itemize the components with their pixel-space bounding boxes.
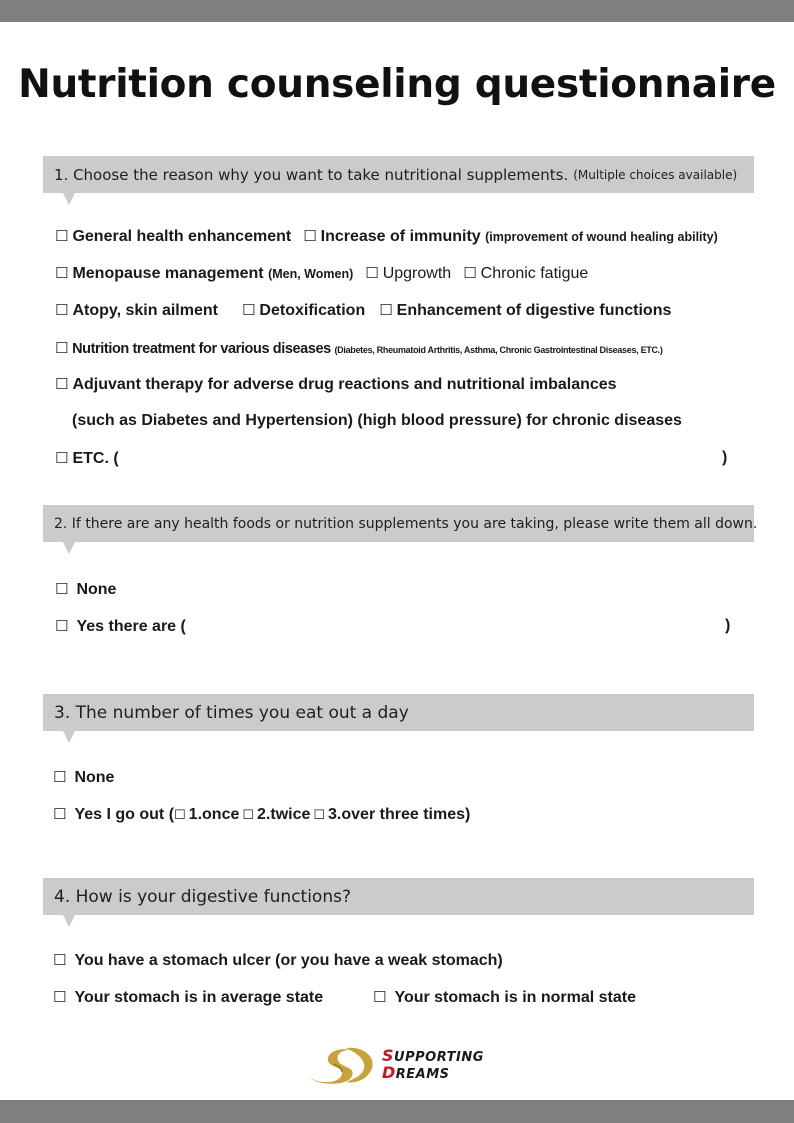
q3-option-yes: ☐ Yes I go out (☐ 1.once ☐ 2.twice ☐ 3.over three times) [53,805,471,823]
option-chronic-fatigue[interactable]: ☐ Chronic fatigue [463,264,589,282]
checkbox[interactable]: ☐ [55,580,69,598]
option-atopy[interactable]: ☐ Atopy, skin ailment [55,301,218,319]
logo-wordmark: SUPPORTING DREAMS [382,1046,484,1082]
option-upgrowth[interactable]: ☐ Upgrowth [365,264,452,282]
q1-row-1 [55,227,718,246]
checkbox-once[interactable]: ☐ [174,808,186,823]
supporting-dreams-logo [306,1043,496,1087]
question-1-text: 1. Choose the reason why you want to take nutritional supplements. [54,165,569,184]
q1-row-etc [55,449,119,468]
checkbox[interactable]: ☐ [55,617,69,635]
option-detox[interactable]: ☐ Detoxification [241,301,366,319]
checkbox[interactable]: ☐ [53,805,67,823]
yes-close-paren: ) [725,617,731,634]
checkbox[interactable]: ☐ [55,227,69,245]
checkbox[interactable]: ☐ [373,988,387,1006]
checkbox[interactable]: ☐ [53,768,67,786]
q1-row-3 [55,301,683,320]
bottom-bar [0,1100,794,1123]
question-4-text: 4. How is your digestive functions? [54,886,351,907]
checkbox[interactable]: ☐ [53,951,67,969]
q1-row-4 [55,339,663,357]
etc-close-paren: ) [722,449,728,466]
q4-option-normal[interactable]: ☐ Your stomach is in normal state [373,988,636,1006]
q4-option-average[interactable]: ☐ Your stomach is in average state [53,988,324,1006]
question-2-header [43,505,758,542]
question-3-pointer [63,731,75,743]
question-4-header [43,878,754,915]
checkbox[interactable]: ☐ [303,227,317,245]
question-1-header [43,156,754,193]
checkbox-twice[interactable]: ☐ [242,808,255,823]
option-etc[interactable]: ☐ ETC. ( [55,449,119,467]
question-3-header [43,694,754,731]
checkbox[interactable]: ☐ [365,264,379,282]
checkbox[interactable]: ☐ [241,301,256,319]
question-4-pointer [63,915,75,927]
option-immunity[interactable]: ☐ Increase of immunity (improvement of wound healing ability) [303,227,718,245]
question-2-pointer [63,542,75,554]
option-general-health[interactable]: ☐ General health enhancement [55,227,292,245]
checkbox[interactable]: ☐ [55,375,69,393]
checkbox[interactable]: ☐ [55,449,69,467]
q4-option-ulcer[interactable]: ☐ You have a stomach ulcer (or you have a weak stomach) [53,951,503,969]
checkbox[interactable]: ☐ [55,264,69,282]
logo-emblem-icon [306,1044,378,1086]
checkbox[interactable]: ☐ [463,264,477,282]
q1-row-5 [55,375,617,394]
q1-row-5-continued: (such as Diabetes and Hypertension) (high blood pressure) for chronic diseases [72,412,682,429]
question-1-note: (Multiple choices available) [573,167,738,182]
checkbox-three[interactable]: ☐ [313,808,326,823]
page-title: Nutrition counseling questionnaire [18,62,776,107]
checkbox[interactable]: ☐ [55,339,69,357]
question-2-text: 2. If there are any health foods or nutrition supplements you are taking, please write them all down. [54,515,758,532]
option-adjuvant[interactable]: ☐ Adjuvant therapy for adverse drug reactions and nutritional imbalances [55,375,617,393]
q2-option-none[interactable]: ☐ None [55,580,117,598]
question-3-text: 3. The number of times you eat out a day [54,702,409,723]
option-digestive[interactable]: ☐ Enhancement of digestive functions [379,301,672,319]
checkbox[interactable]: ☐ [379,301,393,319]
q1-row-2 [55,264,600,283]
checkbox[interactable]: ☐ [55,301,69,319]
checkbox[interactable]: ☐ [53,988,67,1006]
question-1-pointer [63,193,75,205]
option-nutrition-treatment[interactable]: ☐ Nutrition treatment for various diseases (Diabetes, Rheumatoid Arthritis, Asthma, Chronic Gastrointestinal Diseases, ETC.) [55,339,663,357]
top-bar [0,0,794,22]
q2-option-yes[interactable]: ☐ Yes there are ( [55,617,186,635]
option-menopause[interactable]: ☐ Menopause management (Men, Women) [55,264,354,282]
q3-option-none[interactable]: ☐ None [53,768,115,786]
